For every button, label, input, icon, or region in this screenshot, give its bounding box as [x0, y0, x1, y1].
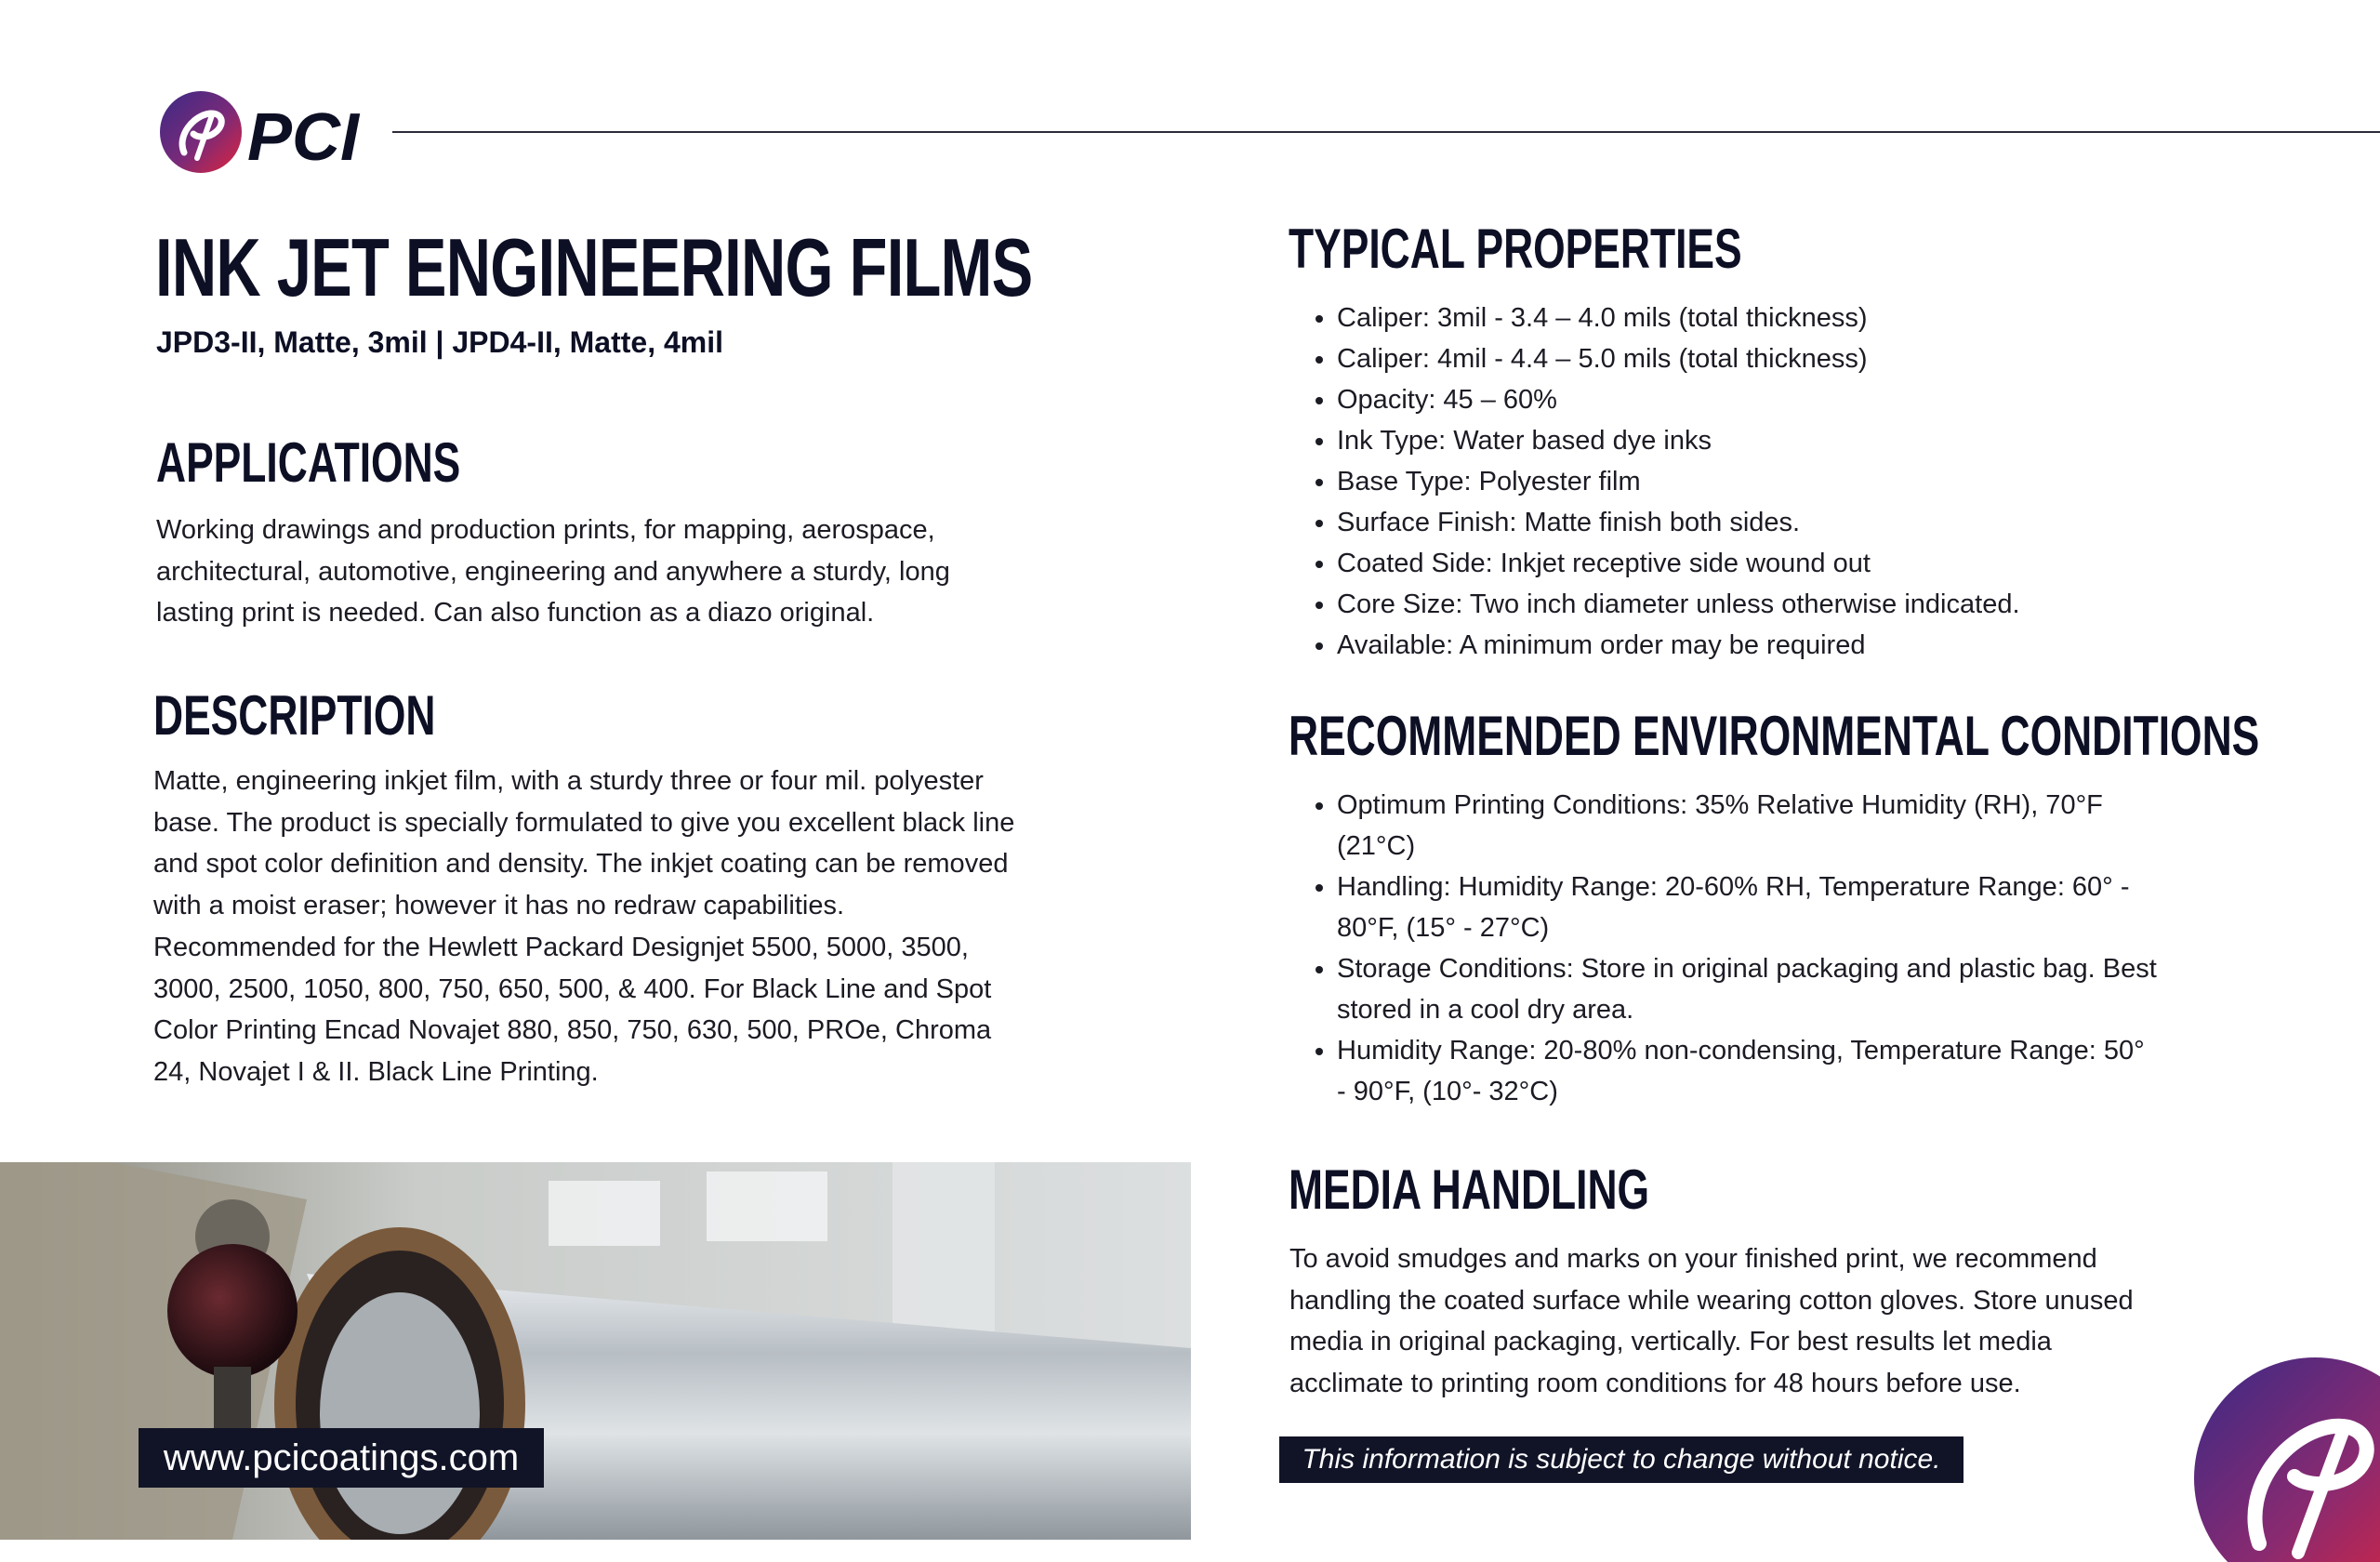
environmental-list	[1290, 785, 2157, 1112]
description-heading: DESCRIPTION	[153, 684, 436, 747]
list-item: • Surface Finish: Matte finish both sides.	[1337, 502, 2020, 543]
text-line: 24, Novajet I & II. Black Line Printing.	[153, 1056, 599, 1087]
typical-properties-list	[1290, 298, 2020, 666]
list-item: • Core Size: Two inch diameter unless otherwise indicated.	[1337, 584, 2020, 625]
list-item: • Available: A minimum order may be required	[1337, 625, 2020, 666]
website-url[interactable]: www.pcicoatings.com	[139, 1428, 544, 1488]
list-item: • Caliper: 3mil - 3.4 – 4.0 mils (total thickness)	[1337, 298, 2020, 338]
media-handling-heading: MEDIA HANDLING	[1289, 1158, 1650, 1221]
applications-heading: APPLICATIONS	[156, 431, 461, 494]
list-item: • Opacity: 45 – 60%	[1337, 379, 2020, 420]
list-item	[1337, 1030, 2157, 1112]
text-line: (21°C)	[1337, 831, 1416, 861]
description-text	[153, 761, 1014, 1093]
typical-properties-heading: TYPICAL PROPERTIES	[1289, 218, 1742, 280]
list-item	[1337, 785, 2157, 867]
list-item: • Coated Side: Inkjet receptive side wound out	[1337, 543, 2020, 584]
pci-mark-icon	[2194, 1357, 2380, 1562]
text-line: handling the coated surface while wearing cotton gloves. Store unused	[1289, 1285, 2134, 1316]
disclaimer-notice: This information is subject to change without notice.	[1279, 1436, 1964, 1483]
list-item	[1337, 867, 2157, 948]
text-line: stored in a cool dry area.	[1337, 995, 1634, 1025]
text-line: acclimate to printing room conditions for 48 hours before use.	[1289, 1369, 2021, 1399]
header-divider	[392, 131, 2380, 133]
applications-text	[156, 510, 950, 634]
text-line: with a moist eraser; however it has no redraw capabilities.	[153, 891, 845, 921]
product-subtitle: JPD3-II, Matte, 3mil | JPD4-II, Matte, 4mil	[156, 325, 724, 359]
text-line: Color Printing Encad Novajet 880, 850, 750, 630, 500, PROe, Chroma	[153, 1015, 992, 1046]
list-item: • Caliper: 4mil - 4.4 – 5.0 mils (total thickness)	[1337, 338, 2020, 379]
text-line: 80°F, (15° - 27°C)	[1337, 913, 1550, 943]
text-line: Recommended for the Hewlett Packard Designjet 5500, 5000, 3500,	[153, 932, 969, 962]
text-line: Optimum Printing Conditions: 35% Relative Humidity (RH), 70°F	[1337, 790, 2103, 820]
text-line: Humidity Range: 20-80% non-condensing, Temperature Range: 50°	[1337, 1036, 2145, 1066]
list-item: • Base Type: Polyester film	[1337, 461, 2020, 502]
text-line: media in original packaging, vertically. For best results let media	[1289, 1327, 2052, 1357]
media-handling-text	[1289, 1238, 2134, 1405]
list-item: • Ink Type: Water based dye inks	[1337, 420, 2020, 461]
text-line: 3000, 2500, 1050, 800, 750, 650, 500, & 400. For Black Line and Spot	[153, 973, 992, 1004]
text-line: base. The product is specially formulated to give you excellent black line	[153, 807, 1015, 838]
svg-text:PCI: PCI	[247, 100, 360, 175]
text-line: and spot color definition and density. The inkjet coating can be removed	[153, 849, 1009, 880]
text-line: Matte, engineering inkjet film, with a sturdy three or four mil. polyester	[153, 766, 984, 796]
text-line: To avoid smudges and marks on your finished print, we recommend	[1289, 1244, 2097, 1274]
text-line: Working drawings and production prints, for mapping, aerospace,	[156, 515, 935, 545]
text-line: Handling: Humidity Range: 20-60% RH, Temperature Range: 60° -	[1337, 872, 2130, 902]
text-line: architectural, automotive, engineering and anywhere a sturdy, long	[156, 556, 950, 587]
text-line: - 90°F, (10°- 32°C)	[1337, 1077, 1558, 1106]
text-line: lasting print is needed. Can also function as a diazo original.	[156, 598, 875, 629]
text-line: Storage Conditions: Store in original packaging and plastic bag. Best	[1337, 954, 2157, 984]
page-title: INK JET ENGINEERING FILMS	[155, 221, 1033, 313]
environmental-heading: RECOMMENDED ENVIRONMENTAL CONDITIONS	[1289, 705, 2260, 767]
list-item	[1337, 948, 2157, 1030]
pci-logo	[156, 87, 379, 177]
